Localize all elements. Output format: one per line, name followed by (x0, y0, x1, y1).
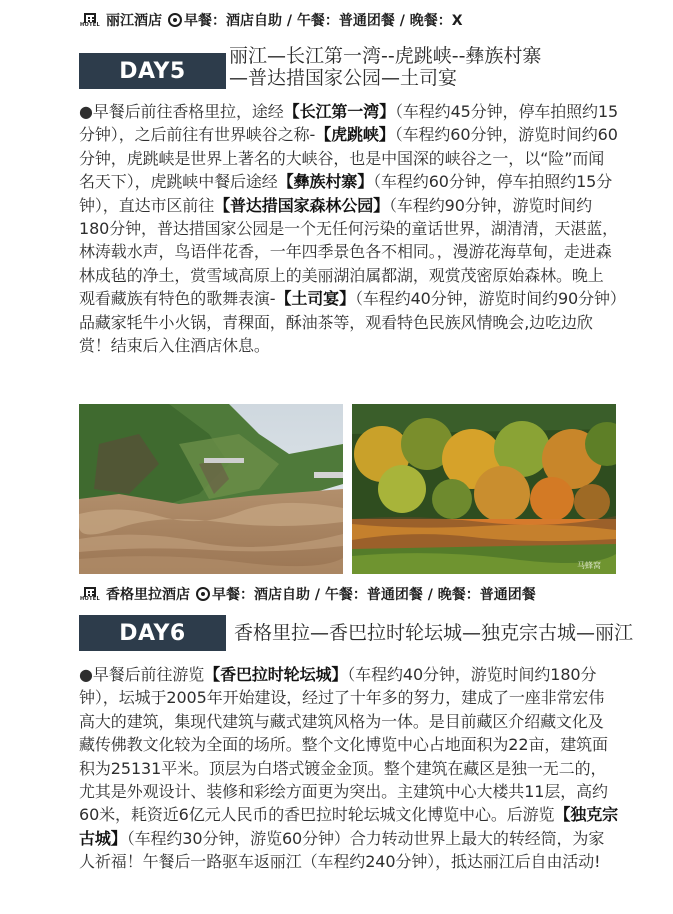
day6-spot-1: 【香巴拉时轮坛城】 (204, 665, 348, 684)
hotel-icon: HOTEL (82, 587, 98, 602)
day5-badge: DAY5 (79, 53, 226, 89)
day5-spot-1: 【长江第一湾】 (283, 102, 395, 121)
day5-text-5: （车程约90分钟，游览时间约180分钟，普达措国家公园是一个无任何污染的童话世界，湖清清，天湛蓝，林涛载水声，鸟语伴花香，一年四季景色各不相同。，漫游花海草甸，走进森林成毡的净土，赏雪域高原上的美丽湖泊属都湖，观赏茂密原始森林。晚上观看藏族有特色的歌舞表演- (79, 195, 619, 309)
meal-icon (196, 587, 210, 601)
day6-description (79, 663, 619, 874)
day6-hotel-name: 香格里拉酒店 (106, 587, 190, 603)
photo-tiger-leaping-gorge (79, 404, 343, 574)
day5-text-2: （车程约45分钟，停车拍照约15分钟），之后前往有世界峡谷之称- (79, 102, 619, 145)
day5-description (79, 100, 619, 357)
day6-meals: 早餐：酒店自助 / 午餐：普通团餐 / 晚餐：普通团餐 (212, 587, 536, 603)
day6-text-2: （车程约40分钟，游览时间约180分钟），坛城于2005年开始建设，经过了十年多的努力，建成了一座非常宏伟高大的建筑，集现代建筑与藏式建筑风格为一体。是目前藏区介绍藏文化及藏传佛教文化较为全面的场所。整个文化博览中心占地面积为22亩，建筑面积为25131平米。顶层为白塔式镀金金顶。整个建筑在藏区是独一无二的，尤其是外观设计、装修和彩绘方面更为突出。主建筑中心大楼共11层，高约60米，耗资近6亿元人民币的香巴拉时轮坛城文化博览中心。后游览 (79, 665, 608, 825)
day5-spot-3: 【彝族村寨】 (277, 172, 374, 192)
photo-potatso-national-park (352, 404, 616, 574)
day6-header (79, 615, 633, 651)
day5-text-1: ●早餐后前往香格里拉，途经 (79, 102, 284, 121)
day5-hotel-name: 丽江酒店 (106, 13, 162, 29)
day5-spot-5: 【土司宴】 (275, 289, 355, 309)
hotel-icon: HOTEL (82, 13, 98, 28)
day6-text-1: ●早餐后前往游览 (79, 665, 205, 684)
day5-text-6: （车程约40分钟，游览时间约90分钟）品藏家牦牛小火锅，青稞面，酥油茶等，观看特色民族风情晚会,边吃边欣赏！结束后入住酒店休息。 (79, 289, 618, 356)
day5-spot-2: 【虎跳峡】 (315, 125, 395, 145)
day5-route-line1: 丽江—长江第一湾--虎跳峡--彝族村寨 (229, 45, 542, 67)
day6-badge: DAY6 (79, 615, 226, 651)
day6-route: 香格里拉—香巴拉时轮坛城—独克宗古城—丽江 (234, 622, 634, 644)
day5-info-bar (82, 10, 463, 30)
day5-text-3: （车程约60分钟，游览时间约60分钟，虎跳峡是世界上著名的大峡谷，也是中国深的峡谷之一，以“险”而闻名天下），虎跳峡中餐后途经 (79, 125, 618, 192)
photo-watermark: 马蜂窝 (577, 561, 601, 570)
day5-meals: 早餐：酒店自助 / 午餐：普通团餐 / 晚餐：X (184, 13, 463, 29)
day5-route (229, 45, 541, 89)
meal-icon (168, 13, 182, 27)
day5-header (79, 45, 541, 89)
day6-spot-2: 【独克宗古城】 (79, 805, 619, 848)
day6-info-bar (82, 584, 536, 604)
day5-text-4: （车程约60分钟，停车拍照约15分钟），直达市区前往 (79, 172, 613, 215)
day6-text-3: （车程约30分钟，游览60分钟）合力转动世界上最大的转经筒，为家人祈福！午餐后一路驱车返丽江（车程约240分钟），抵达丽江后自由活动! (79, 828, 605, 872)
day5-spot-4: 【普达措国家森林公园】 (214, 195, 390, 215)
day5-route-line2: —普达措国家公园—土司宴 (229, 67, 458, 89)
